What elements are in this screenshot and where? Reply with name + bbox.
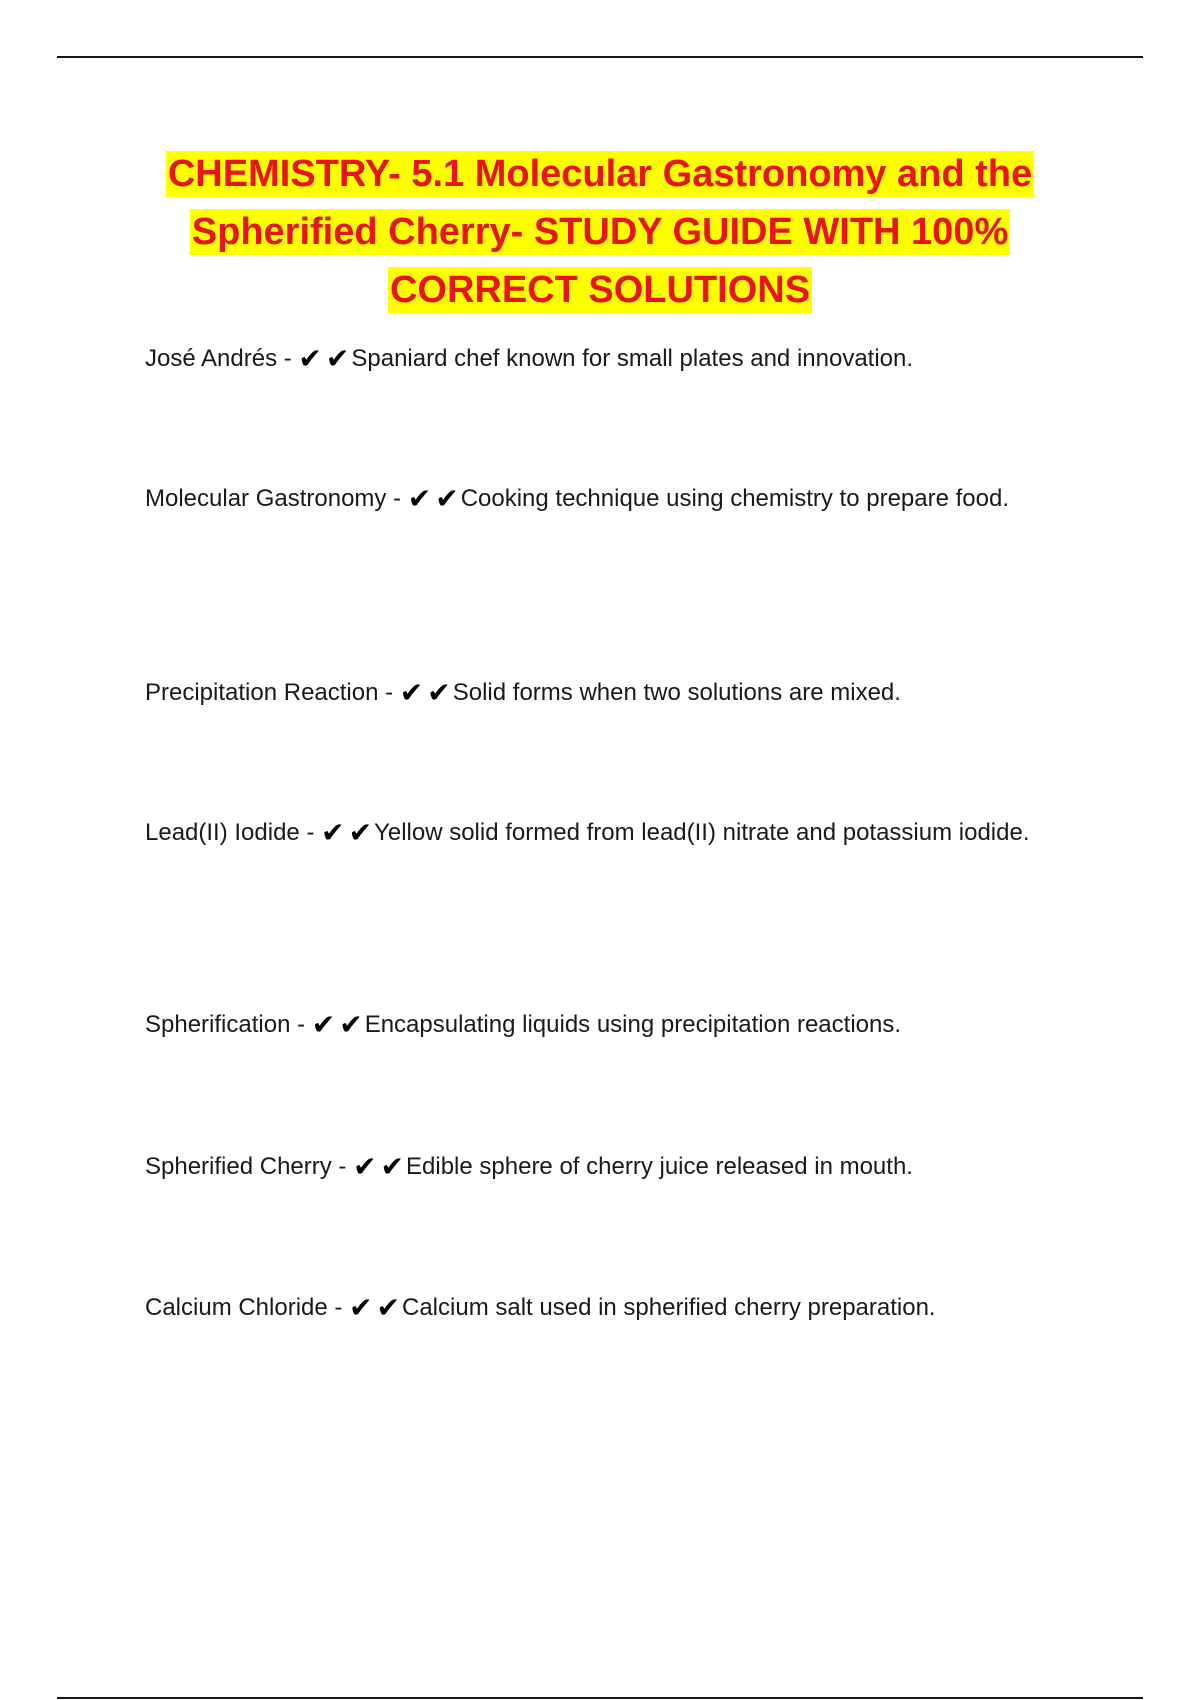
check-icon: ✔ (399, 676, 424, 709)
check-icon: ✔ (435, 482, 459, 515)
entry-term: Precipitation Reaction (145, 679, 379, 706)
check-icon: ✔ (321, 816, 345, 849)
check-icon: ✔ (348, 816, 373, 849)
entry-precipitation-reaction (145, 666, 1055, 719)
entry-separator: - (331, 1153, 354, 1180)
entry-definition: Calcium salt used in spherified cherry preparation. (402, 1294, 936, 1321)
entry-term: Molecular Gastronomy (145, 485, 387, 512)
entry-definition: Solid forms when two solutions are mixed. (452, 679, 901, 706)
check-icon: ✔ (325, 342, 350, 375)
check-icon: ✔ (380, 1150, 405, 1183)
check-icon: ✔ (349, 1291, 373, 1324)
entry-separator: - (386, 485, 408, 512)
entry-term: Lead(II) Iodide (145, 819, 300, 846)
header-rule (57, 56, 1143, 58)
entry-molecular-gastronomy (145, 472, 1055, 525)
entry-definition: Yellow solid formed from lead(II) nitrate and potassium iodide. (374, 819, 1030, 846)
entry-definition: Encapsulating liquids using precipitation reactions. (364, 1011, 902, 1038)
document-title (100, 145, 1100, 319)
check-icon: ✔ (339, 1008, 363, 1041)
entry-separator: - (277, 345, 299, 372)
entry-spherified-cherry (145, 1140, 1055, 1193)
title-line: Spherified Cherry- STUDY GUIDE WITH 100% (191, 211, 1009, 253)
entry-separator: - (327, 1294, 350, 1321)
check-icon: ✔ (427, 676, 451, 709)
check-icon: ✔ (353, 1150, 377, 1183)
entry-calcium-chloride (145, 1281, 1055, 1334)
entry-lead-iodide (145, 806, 1055, 859)
check-icon: ✔ (311, 1008, 336, 1041)
title-line: CORRECT SOLUTIONS (389, 269, 811, 311)
title-line: CHEMISTRY- 5.1 Molecular Gastronomy and the (167, 153, 1033, 195)
entry-spherification (145, 998, 1055, 1051)
footer-rule (57, 1697, 1143, 1699)
entry-definition: Cooking technique using chemistry to prepare food. (460, 485, 1010, 512)
entry-term: José Andrés (145, 345, 278, 372)
entry-separator: - (378, 679, 400, 706)
entry-definition: Spaniard chef known for small plates and innovation. (351, 345, 914, 372)
entry-term: Calcium Chloride (145, 1294, 328, 1321)
entry-separator: - (290, 1011, 312, 1038)
entry-term: Spherified Cherry (145, 1153, 332, 1180)
check-icon: ✔ (298, 342, 322, 375)
check-icon: ✔ (407, 482, 432, 515)
check-icon: ✔ (376, 1291, 400, 1324)
entry-definition: Edible sphere of cherry juice released in mouth. (406, 1153, 913, 1180)
entry-term: Spherification (145, 1011, 291, 1038)
entry-separator: - (299, 819, 322, 846)
entry-jose-andres (145, 332, 1055, 385)
